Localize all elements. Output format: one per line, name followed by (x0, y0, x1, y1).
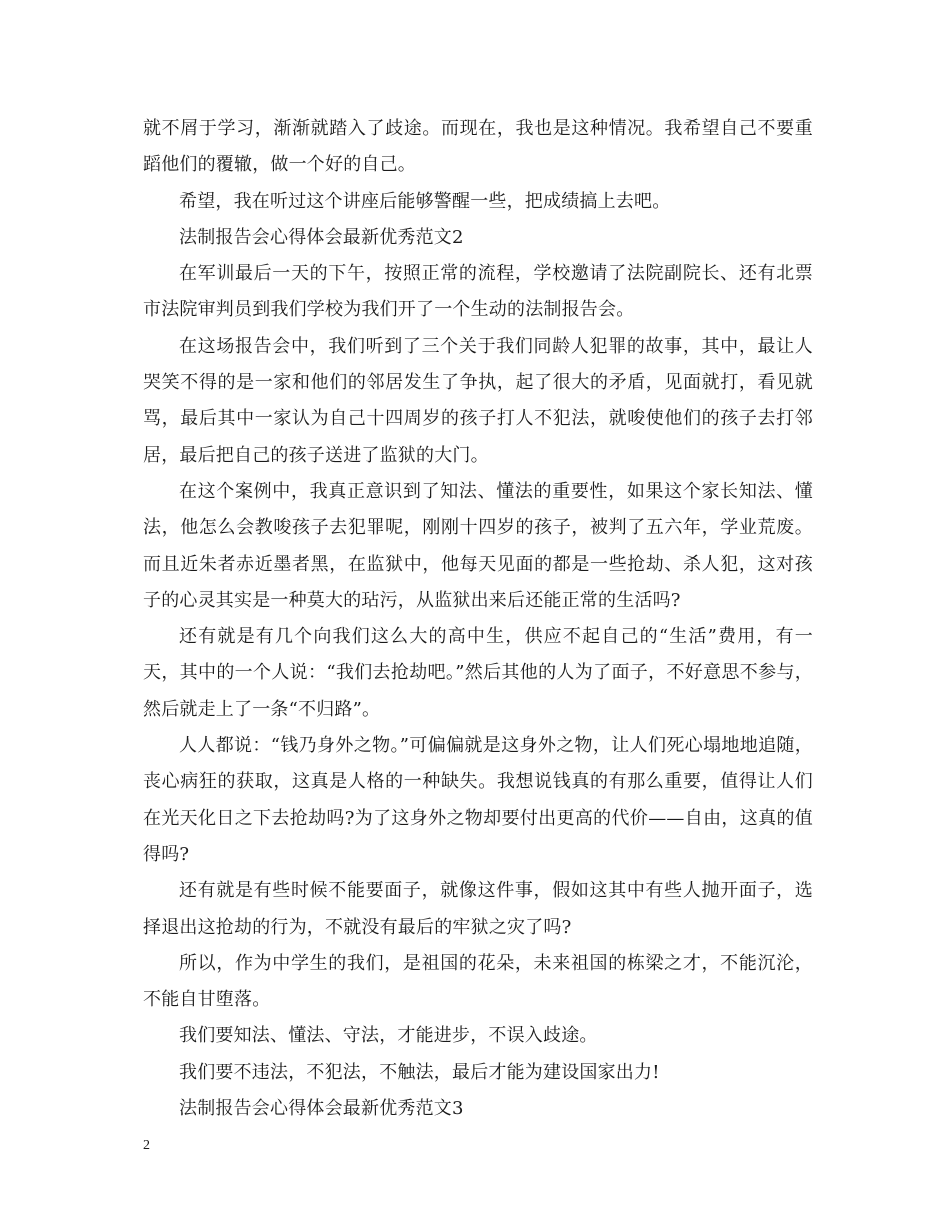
paragraph-face: 还有就是有些时候不能要面子，就像这件事，假如这其中有些人抛开面子，选择退出这抢劫的行为，不就没有最后的牢狱之灾了吗? (143, 880, 813, 938)
paragraph-hope: 希望，我在听过这个讲座后能够警醒一些，把成绩搞上去吧。 (179, 190, 671, 212)
page-number: 2 (143, 1138, 150, 1153)
paragraph-students: 所以，作为中学生的我们，是祖国的花朵，未来祖国的栋梁之才，不能沉沦，不能自甘堕落。 (143, 952, 813, 1011)
section-heading-essay-3: 法制报告会心得体会最新优秀范文3 (179, 1098, 464, 1120)
paragraph-case-reflection: 在这个案例中，我真正意识到了知法、懂法的重要性，如果这个家长知法、懂法，他怎么会教唆孩子去犯罪呢，刚刚十四岁的孩子，被判了五六年，学业荒废。而且近朱者赤近墨者黑，在监狱中，他每天见面的都是一些抢劫、杀人犯，这对孩子的心灵其实是一种莫大的玷污，从监狱出来后还能正常的生活吗? (143, 480, 813, 611)
paragraph-money: 人人都说：“钱乃身外之物。”可偏偏就是这身外之物，让人们死心塌地地追随，丧心病狂的获取，这真是人格的一种缺失。我想说钱真的有那么重要，值得让人们在光天化日之下去抢劫吗?为了这身外之物却要付出更高的代价——自由，这真的值得吗? (143, 735, 813, 865)
paragraph-know-law: 我们要知法、懂法、守法，才能进步，不误入歧途。 (179, 1025, 598, 1047)
section-heading-essay-2: 法制报告会心得体会最新优秀范文2 (179, 226, 464, 248)
paragraph-report-stories: 在这场报告会中，我们听到了三个关于我们同龄人犯罪的故事，其中，最让人哭笑不得的是一家和他们的邻居发生了争执，起了很大的矛盾，见面就打，看见就骂，最后其中一家认为自己十四周岁的孩子打人不犯法，就唆使他们的孩子去打邻居，最后把自己的孩子送进了监狱的大门。 (143, 335, 813, 466)
document-body (143, 111, 813, 1127)
paragraph-robbery-story: 还有就是有几个向我们这么大的高中生，供应不起自己的“生活”费用，有一天，其中的一个人说：“我们去抢劫吧。”然后其他的人为了面子，不好意思不参与，然后就走上了一条“不归路”。 (143, 626, 813, 720)
paragraph-continuation: 就不屑于学习，渐渐就踏入了歧途。而现在，我也是这种情况。我希望自己不要重蹈他们的覆辙，做一个好的自己。 (143, 118, 813, 176)
paragraph-obey-law: 我们要不违法，不犯法，不触法，最后才能为建设国家出力! (179, 1061, 660, 1083)
paragraph-military-training: 在军训最后一天的下午，按照正常的流程，学校邀请了法院副院长、还有北票市法院审判员到我们学校为我们开了一个生动的法制报告会。 (143, 263, 813, 321)
